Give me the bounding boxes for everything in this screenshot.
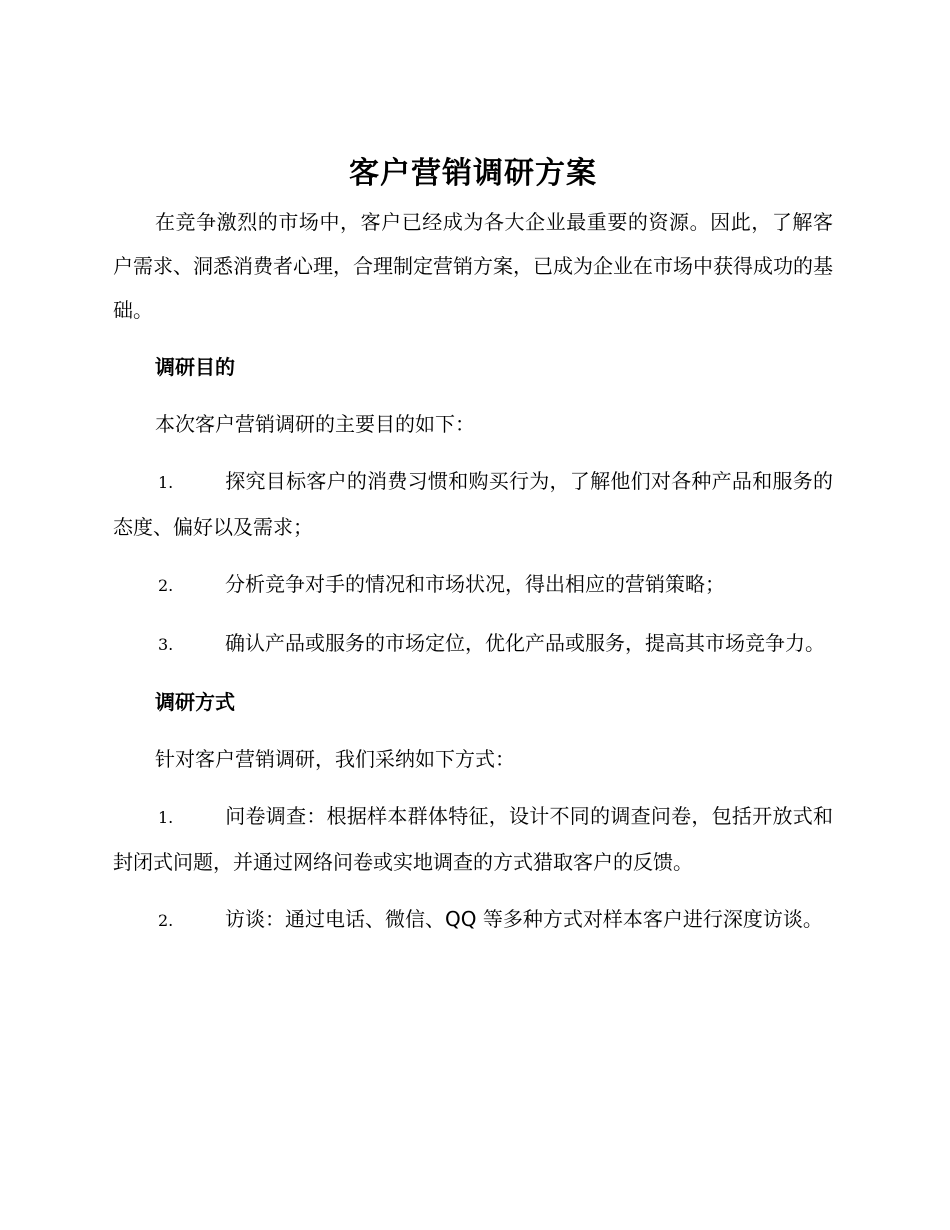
list-item (113, 562, 833, 608)
section-lead: 针对客户营销调研，我们采纳如下方式： (155, 747, 515, 771)
section-heading: 调研目的 (155, 355, 235, 379)
intro-paragraph: 在竞争激烈的市场中，客户已经成为各大企业最重要的资源。因此，了解客户需求、洞悉消费者心理，合理制定营销方案，已成为企业在市场中获得成功的基础。 (113, 210, 833, 322)
section-research-purpose (113, 345, 833, 667)
list-item-number: 3. (158, 635, 174, 654)
section-research-methods (113, 680, 833, 943)
list-item (113, 794, 833, 884)
list-item (113, 621, 833, 667)
list-item (113, 897, 833, 943)
list-item-number: 2. (158, 576, 174, 595)
document-title: 客户营销调研方案 (349, 156, 597, 191)
list-item-number: 1. (158, 808, 174, 827)
list-item-number: 2. (158, 911, 174, 930)
list-item (113, 459, 833, 549)
section-lead: 本次客户营销调研的主要目的如下： (155, 412, 475, 436)
list-item-text: 访谈：通过电话、微信、QQ 等多种方式对样本客户进行深度访谈。 (225, 907, 823, 931)
list-item-text: 问卷调查：根据样本群体特征，设计不同的调查问卷，包括开放式和封闭式问题，并通过网络问卷或实地调查的方式猎取客户的反馈。 (113, 804, 833, 874)
list-item-number: 1. (158, 473, 174, 492)
section-heading: 调研方式 (155, 690, 235, 714)
list-item-text: 探究目标客户的消费习惯和购买行为，了解他们对各种产品和服务的态度、偏好以及需求； (113, 469, 833, 539)
list-item-text: 确认产品或服务的市场定位，优化产品或服务，提高其市场竞争力。 (225, 631, 825, 655)
document-body (113, 148, 833, 943)
list-item-text: 分析竞争对手的情况和市场状况，得出相应的营销策略； (225, 572, 725, 596)
